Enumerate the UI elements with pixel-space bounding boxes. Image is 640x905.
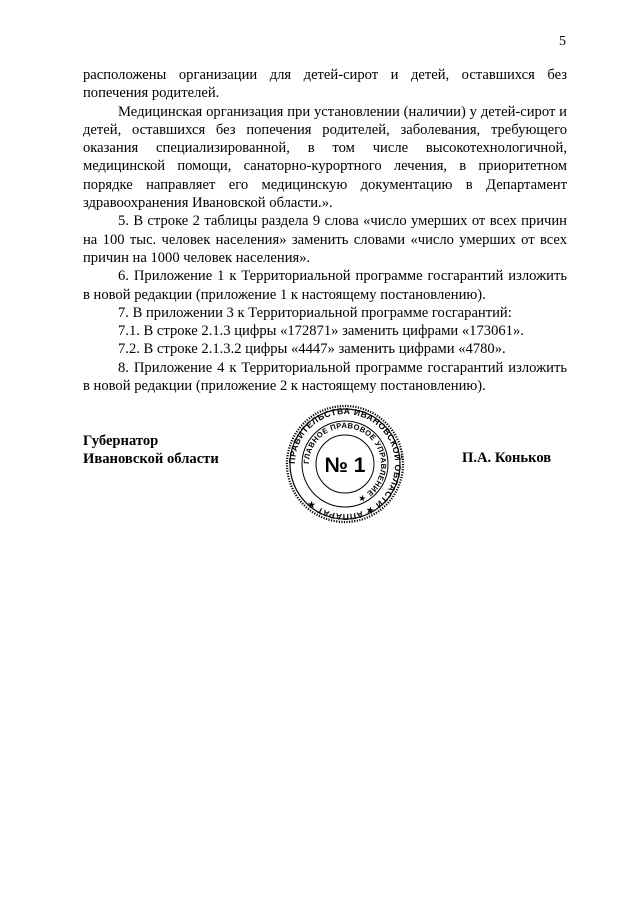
signatory-title-line2: Ивановской области	[83, 451, 219, 468]
paragraph-6: 7.1. В строке 2.1.3 цифры «172871» заменить цифрами «173061».	[118, 323, 524, 340]
signatory-name: П.А. Коньков	[462, 450, 552, 466]
stamp-inner-text: ГЛАВНОЕ ПРАВОВОЕ УПРАВЛЕНИЕ ★	[301, 420, 389, 505]
paragraph-5: 7. В приложении 3 к Территориальной программе госгарантий:	[118, 304, 512, 321]
paragraph-1: расположены организации для детей-сирот и детей, оставшихся без попечения родителей.	[83, 67, 567, 102]
paragraph-3: 5. В строке 2 таблицы раздела 9 слова «число умерших от всех причин на 100 тыс. человек населения» заменить словами «число умерших от всех причин на 1000 человек населения».	[83, 213, 567, 266]
paragraph-4: 6. Приложение 1 к Территориальной программе госгарантий изложить в новой редакции (приложение 1 к настоящему постановлению).	[83, 268, 567, 303]
paragraph-7: 7.2. В строке 2.1.3.2 цифры «4447» заменить цифрами «4780».	[118, 341, 506, 358]
stamp-center-number: № 1	[324, 454, 366, 477]
page-number: 5	[559, 34, 566, 49]
stamp-outer-text: ПРАВИТЕЛЬСТВА ИВАНОВСКОЙ ОБЛАСТИ ★ АППАРАТ ★	[286, 405, 404, 523]
official-stamp-icon	[285, 404, 405, 524]
body-text	[83, 66, 567, 395]
paragraph-2: Медицинская организация при установлении (наличии) у детей-сирот и детей, оставшихся без попечения родителей, заболевания, требующего оказания специализированной, в том числе высокотехнологичной, медицинской помощи, санаторно-курортного лечения, в приоритетном порядке направляет его медицинскую документацию в Департамент здравоохранения Ивановской области.».	[83, 103, 567, 212]
signatory-title	[83, 432, 219, 469]
paragraph-8: 8. Приложение 4 к Территориальной программе госгарантий изложить в новой редакции (приложение 2 к настоящему постановлению).	[83, 359, 567, 395]
signatory-title-line1: Губернатор	[83, 433, 159, 449]
